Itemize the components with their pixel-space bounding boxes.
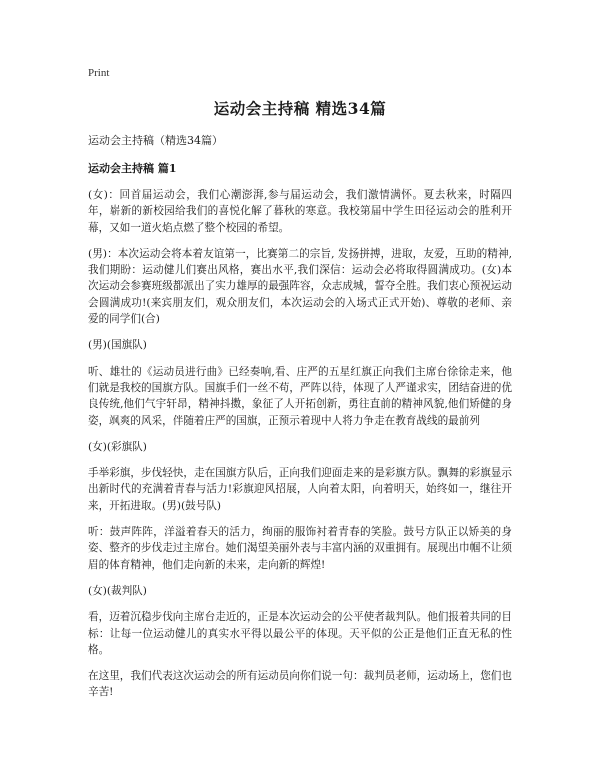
label-banner-team: (女)(彩旗队) [88, 440, 147, 453]
label-flag-team: (男)(国旗队) [88, 339, 147, 352]
paragraph-opening-male: (男)：本次运动会将本着友谊第一，比赛第二的宗旨, 发扬拼搏，进取，友爱，互助的精神,我们期盼：运动健儿们赛出风格，赛出水平,我们深信：运动会必将取得圆满成功。(女)本次运动会参赛班级都派出了实力雄厚的最强阵容，众志成城，誓夺全胜。我们衷心预祝运动会圆满成功!(来宾朋友们，观众朋友们，本次运动会的入场式正式开始)、尊敬的老师、亲爱的同学们(合) [88, 247, 512, 326]
label-referee-team: (女)(裁判队) [88, 584, 147, 597]
paragraph-referee-team: 看，迈着沉稳步伐向主席台走近的，正是本次运动会的公平使者裁判队。他们报着共同的目标：让每一位运动健儿的真实水平得以最公平的体现。天平似的公正是他们正直无私的性格。 [88, 611, 512, 656]
document-page [88, 66, 512, 711]
paragraph-opening-female: (女)：回首届运动会，我们心潮澎湃,参与届运动会，我们激情满怀。夏去秋来，时隔四年，崭新的新校园给我们的喜悦化解了暮秋的寒意。我校第届中学生田径运动会的胜利开幕，又如一道火焰点燃了整个校园的希望。 [88, 189, 512, 234]
print-label[interactable]: Print [88, 67, 110, 79]
paragraph-closing: 在这里，我们代表这次运动会的所有运动员向你们说一句：裁判员老师，运动场上，您们也辛苦! [88, 670, 512, 699]
section-heading: 运动会主持稿 篇1 [88, 162, 177, 175]
paragraph-drum-team: 听：鼓声阵阵，洋溢着春天的活力，绚丽的服饰衬着青春的笑脸。鼓号方队正以矫美的身姿、整齐的步伐走过主席台。她们渴望美丽外表与丰富内涵的双重拥有。展现出巾帼不让须眉的体育精神，他们走向新的未来，走向新的辉煌! [88, 526, 512, 571]
paragraph-banner-team: 手举彩旗，步伐轻快，走在国旗方队后，正向我们迎面走来的是彩旗方队。飘舞的彩旗显示出新时代的充满着青春与活力!彩旗迎风招展，人向着太阳，向着明天，始终如一，继往开来，开拓进取。(男)(鼓号队) [88, 467, 512, 512]
document-title: 运动会主持稿 精选34篇 [213, 99, 387, 118]
paragraph-flag-team: 听、雄壮的《运动员进行曲》已经奏响,看、庄严的五星红旗正向我们主席台徐徐走来，他们就是我校的国旗方队。国旗手们一丝不苟，严阵以待，体现了人严谨求实，团结奋进的优良传统,他们气宇轩昂，精神抖擞，象征了人开拓创新，勇往直前的精神风貌,他们矫健的身姿，飒爽的风采，伴随着庄严的国旗，正预示着现中人将力争走在教育战线的最前列 [88, 365, 512, 427]
document-subtitle: 运动会主持稿（精选34篇） [88, 134, 223, 147]
